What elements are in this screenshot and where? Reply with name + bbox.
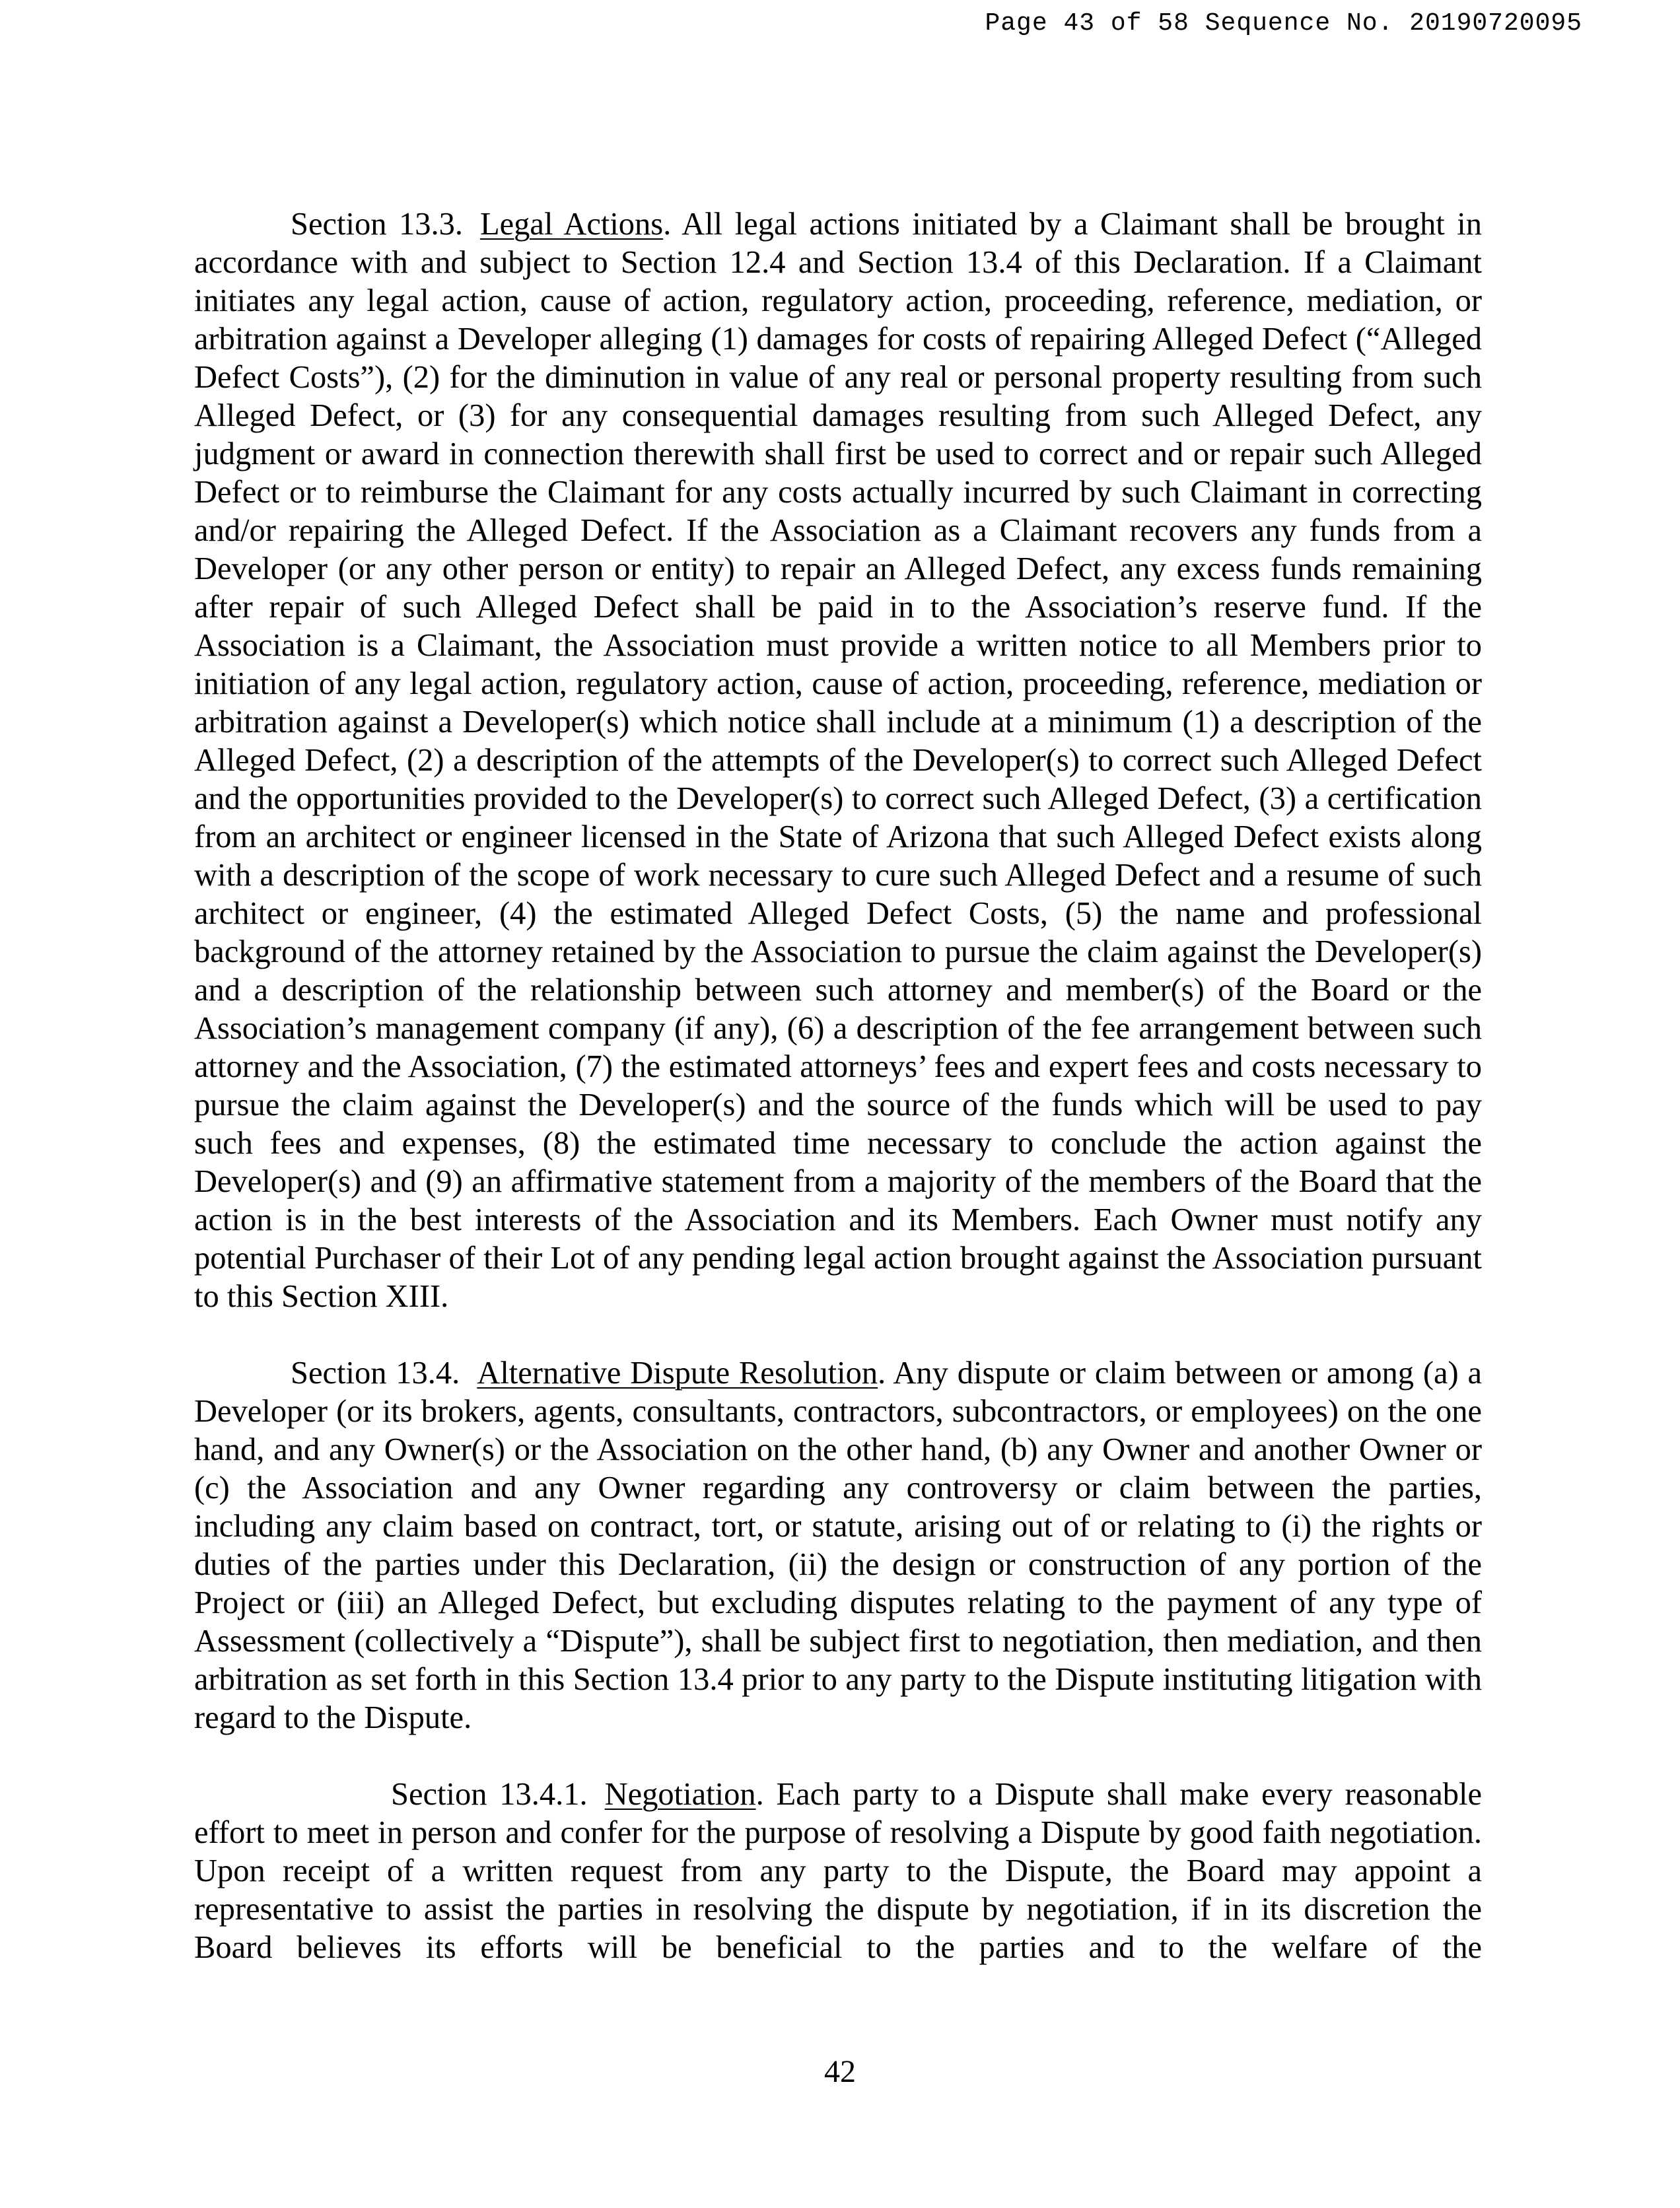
- page-number: 42: [824, 2054, 856, 2089]
- section-13-4: [194, 1354, 1482, 1737]
- section-text: . Each party to a Dispute shall make every reasonable effort to meet in person and confer for the purpose of resolving a Dispute by good faith negotiation. Upon receipt of a written request from any party to the Dispute, the Board may appoint a representative to assist the parties in resolving the dispute by negotiation, if in its discretion the Board believes its efforts will be beneficial to the parties and to the welfare of the: [194, 1777, 1482, 1965]
- section-text: . All legal actions initiated by a Claimant shall be brought in accordance with and subject to Section 12.4 and Section 13.4 of this Declaration. If a Claimant initiates any legal action, cause of action, regulatory action, proceeding, reference, mediation, or arbitration against a Developer alleging (1) damages for costs of repairing Alleged Defect (“Alleged Defect Costs”), (2) for the diminution in value of any real or personal property resulting from such Alleged Defect, or (3) for any consequential damages resulting from such Alleged Defect, any judgment or award in connection therewith shall first be used to correct and or repair such Alleged Defect or to reimburse the Claimant for any costs actually incurred by such Claimant in correcting and/or repairing the Alleged Defect. If the Association as a Claimant recovers any funds from a Developer (or any other person or entity) to repair an Alleged Defect, any excess funds remaining after repair of such Alleged Defect shall be paid in to the Association’s reserve fund. If the Association is a Claimant, the Association must provide a written notice to all Members prior to initiation of any legal action, regulatory action, cause of action, proceeding, reference, mediation or arbitration against a Developer(s) which notice shall include at a minimum (1) a description of the Alleged Defect, (2) a description of the attempts of the Developer(s) to correct such Alleged Defect and the opportunities provided to the Developer(s) to correct such Alleged Defect, (3) a certification from an architect or engineer licensed in the State of Arizona that such Alleged Defect exists along with a description of the scope of work necessary to cure such Alleged Defect and a resume of such architect or engineer, (4) the estimated Alleged Defect Costs, (5) the name and professional background of the attorney retained by the Association to pursue the claim against the Developer(s) and a description of the relationship between such attorney and member(s) of the Board or the Association’s management company (if any), (6) a description of the fee arrangement between such attorney and the Association, (7) the estimated attorneys’ fees and expert fees and costs necessary to pursue the claim against the Developer(s) and the source of the funds which will be used to pay such fees and expenses, (8) the estimated time necessary to conclude the action against the Developer(s) and (9) an affirmative statement from a majority of the members of the Board that the action is in the best interests of the Association and its Members. Each Owner must notify any potential Purchaser of their Lot of any pending legal action brought against the Association pursuant to this Section XIII.: [194, 207, 1482, 1314]
- section-title: Negotiation: [604, 1777, 756, 1812]
- section-number: Section 13.3.: [291, 207, 464, 242]
- section-number: Section 13.4.: [291, 1356, 460, 1391]
- section-title: Legal Actions: [480, 207, 664, 242]
- section-13-4-1: [194, 1776, 1482, 1967]
- section-text: . Any dispute or claim between or among (a) a Developer (or its brokers, agents, consultants, contractors, subcontractors, or employees) on the one hand, and any Owner(s) or the Association on the other hand, (b) any Owner and another Owner or (c) the Association and any Owner regarding any controversy or claim between the parties, including any claim based on contract, tort, or statute, arising out of or relating to (i) the rights or duties of the parties under this Declaration, (ii) the design or construction of any portion of the Project or (iii) an Alleged Defect, but excluding disputes relating to the payment of any type of Assessment (collectively a “Dispute”), shall be subject first to negotiation, then mediation, and then arbitration as set forth in this Section 13.4 prior to any party to the Dispute instituting litigation with regard to the Dispute.: [194, 1356, 1482, 1735]
- page-sequence-stamp: Page 43 of 58 Sequence No. 20190720095: [985, 9, 1582, 38]
- section-13-3: [194, 205, 1482, 1316]
- document-body: [194, 205, 1482, 1967]
- section-title: Alternative Dispute Resolution: [477, 1356, 878, 1391]
- section-number: Section 13.4.1.: [391, 1777, 588, 1812]
